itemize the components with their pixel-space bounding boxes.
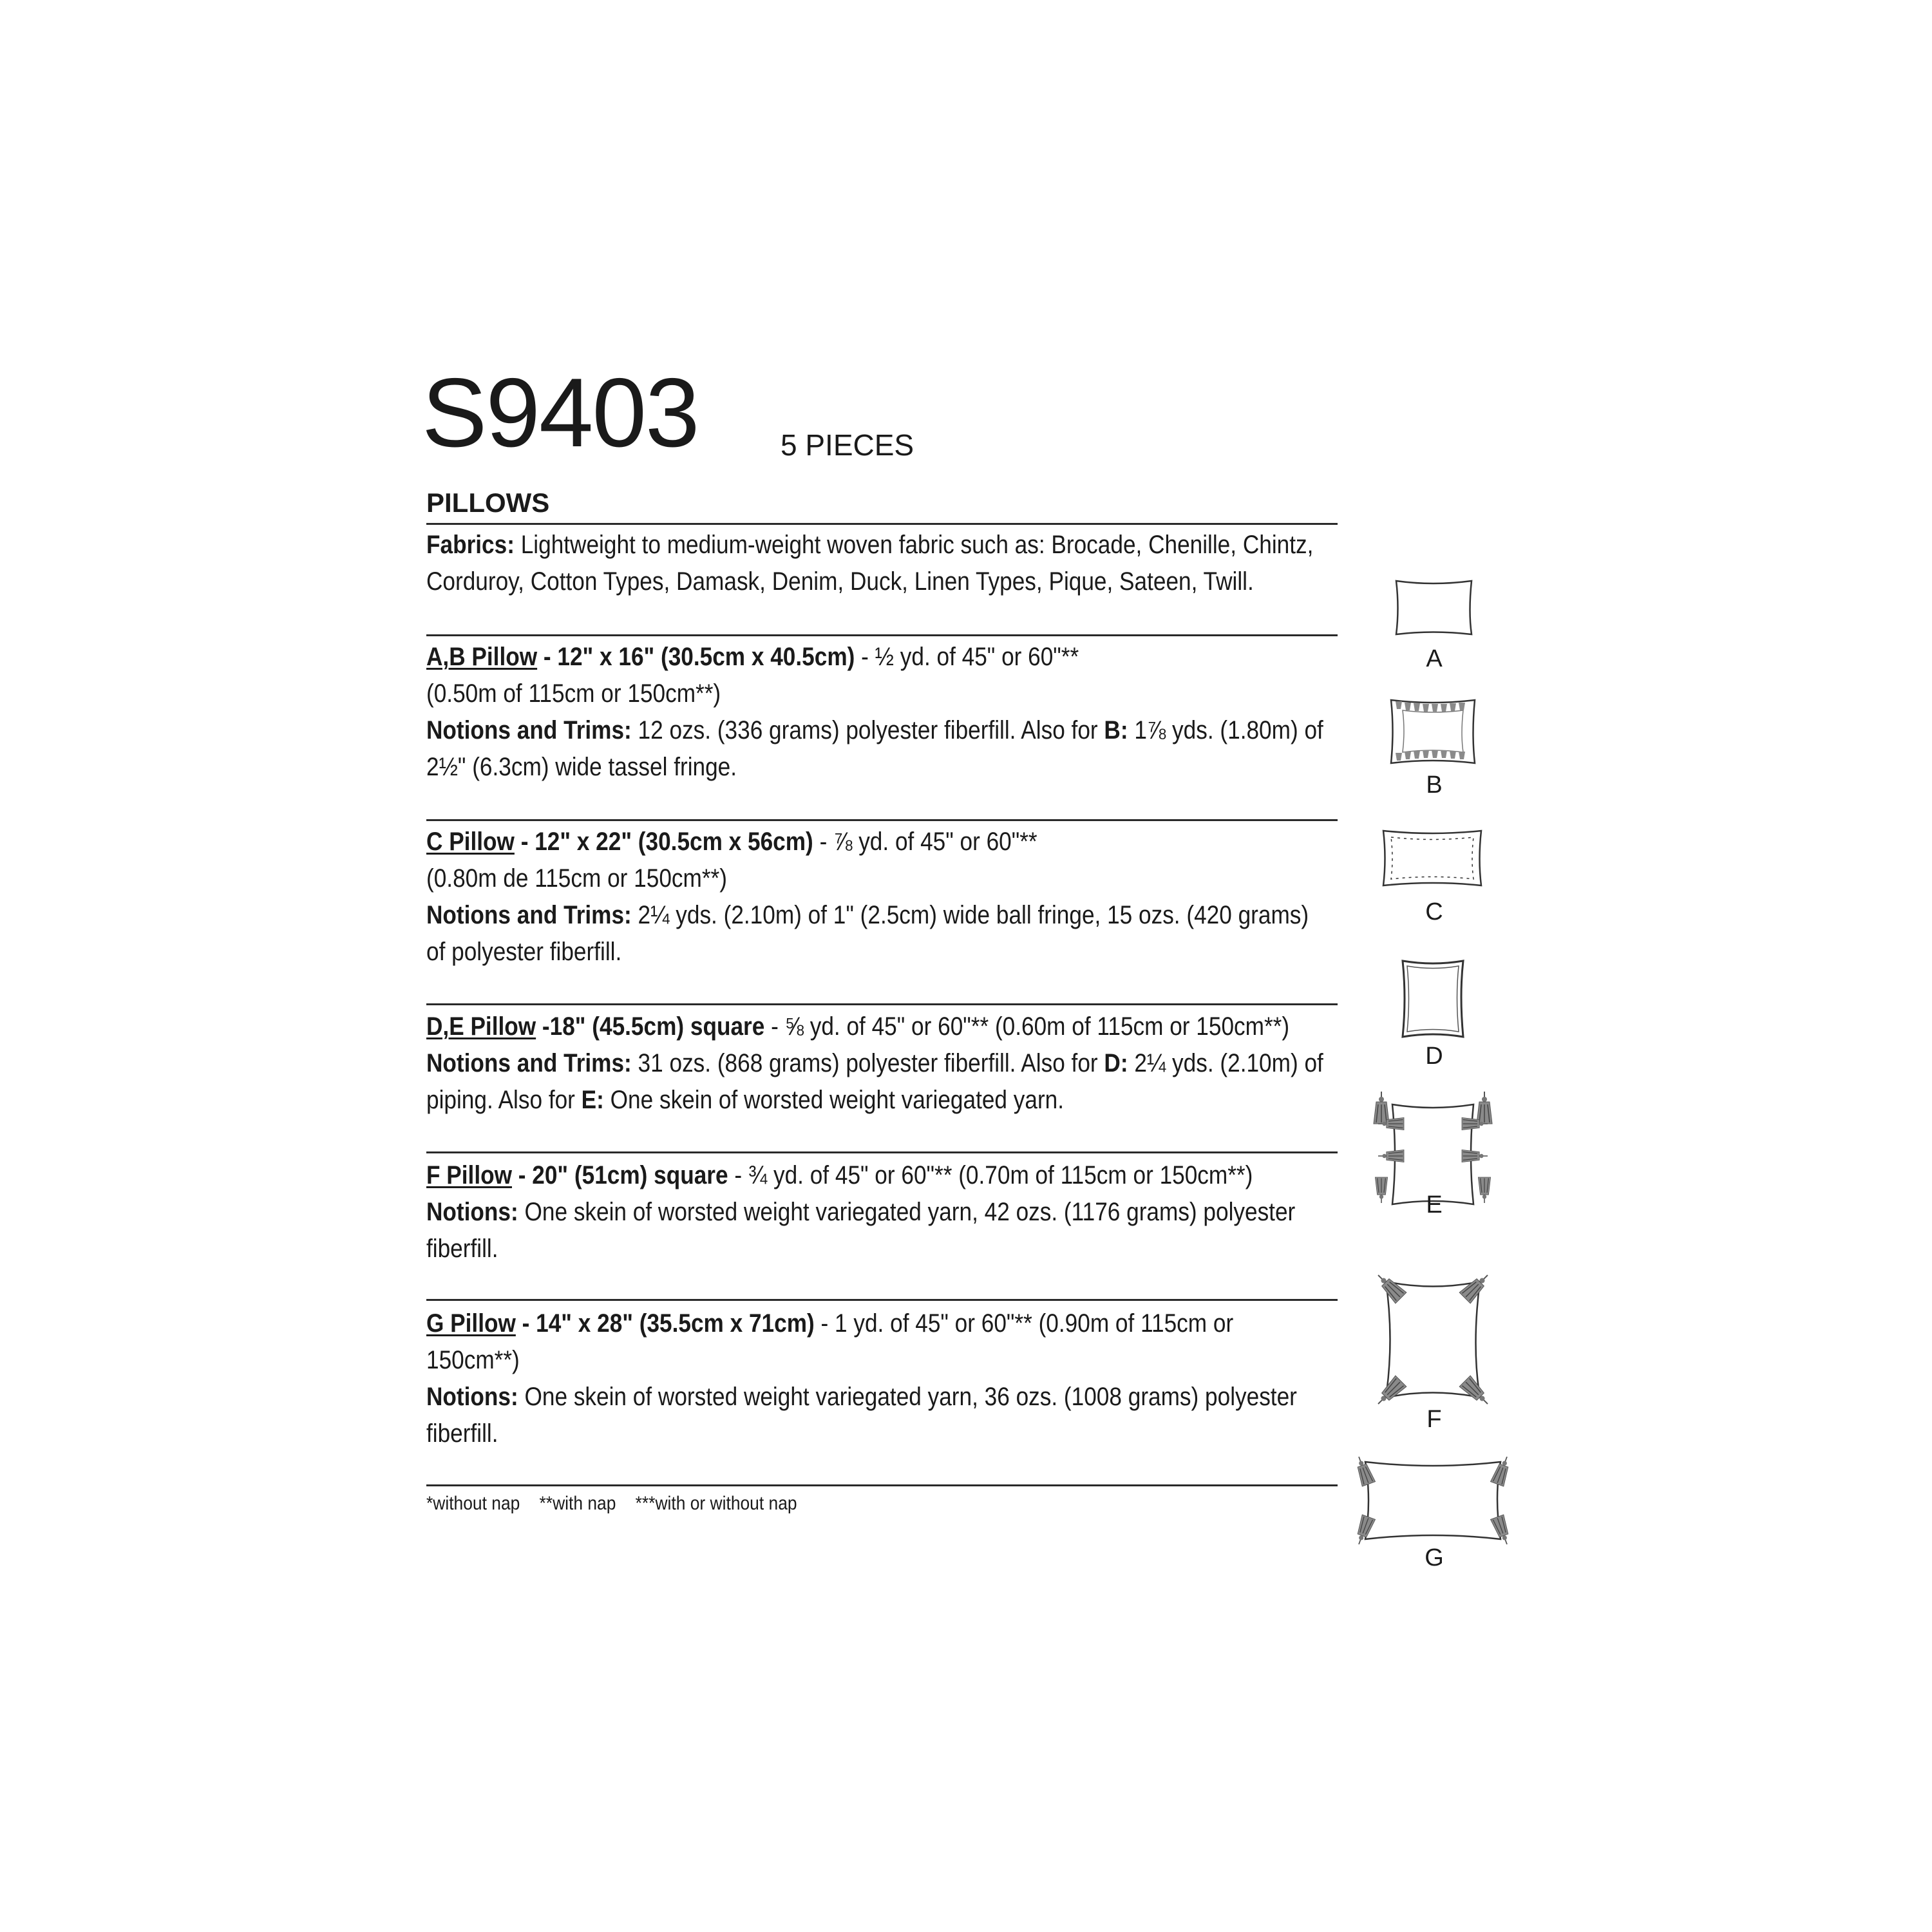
section-name: A,B Pillow bbox=[426, 643, 538, 671]
view-c-pillow bbox=[1383, 831, 1481, 886]
section-name: D,E Pillow bbox=[426, 1012, 536, 1041]
category-title: PILLOWS bbox=[426, 488, 550, 518]
section-size: - 12" x 16" (30.5cm x 40.5cm) bbox=[537, 643, 855, 671]
fabrics-text: Corduroy, Cotton Types, Damask, Denim, Duck, Linen Types, Pique, Sateen, Twill. bbox=[426, 567, 1254, 596]
section-metric: 150cm**) bbox=[426, 1346, 520, 1374]
view-label-a: A bbox=[1426, 645, 1443, 672]
view-e-pillow bbox=[1374, 1092, 1492, 1204]
view-ref: E: bbox=[581, 1086, 604, 1114]
view-b-pillow bbox=[1391, 700, 1475, 763]
view-ref: B: bbox=[1104, 716, 1128, 744]
notions-text: One skein of worsted weight variegated yarn, 36 ozs. (1008 grams) polyester bbox=[518, 1383, 1297, 1411]
notions-label: Notions and Trims: bbox=[426, 901, 632, 929]
notions-label: Notions: bbox=[426, 1383, 518, 1411]
view-label-g: G bbox=[1425, 1544, 1444, 1571]
footnote-with-or-without-nap: ***with or without nap bbox=[635, 1493, 797, 1514]
view-ref: D: bbox=[1104, 1049, 1128, 1077]
section-yardage: - ⅞ yd. of 45" or 60"** bbox=[813, 828, 1037, 856]
section-size: - 14" x 28" (35.5cm x 71cm) bbox=[515, 1309, 815, 1338]
section-yardage: - 1 yd. of 45" or 60"** (0.90m of 115cm or bbox=[814, 1309, 1234, 1338]
view-label-f: F bbox=[1426, 1406, 1442, 1433]
notions-text: 2¼ yds. (2.10m) of 1" (2.5cm) wide ball fringe, 15 ozs. (420 grams) bbox=[631, 901, 1309, 929]
view-f-pillow bbox=[1373, 1270, 1493, 1410]
notions-label: Notions and Trims: bbox=[426, 1049, 632, 1077]
notions-label: Notions and Trims: bbox=[426, 716, 632, 744]
section-size: - 12" x 22" (30.5cm x 56cm) bbox=[514, 828, 813, 856]
notions-text: One skein of worsted weight variegated yarn, 42 ozs. (1176 grams) polyester bbox=[518, 1198, 1296, 1226]
section-size: - 20" (51cm) square bbox=[511, 1161, 728, 1189]
view-d-pillow bbox=[1403, 961, 1463, 1037]
piece-count: 5 PIECES bbox=[781, 428, 914, 462]
section-yardage: - ¾ yd. of 45" or 60"** (0.70m of 115cm or 150cm**) bbox=[728, 1161, 1253, 1189]
view-label-c: C bbox=[1425, 898, 1443, 925]
section-yardage: - ⅝ yd. of 45" or 60"** (0.60m of 115cm or 150cm**) bbox=[764, 1012, 1290, 1041]
footnote-without-nap: *without nap bbox=[426, 1493, 520, 1514]
fabrics-text: Lightweight to medium-weight woven fabric such as: Brocade, Chenille, Chintz, bbox=[514, 531, 1314, 559]
notions-text: of polyester fiberfill. bbox=[426, 938, 622, 966]
section-name: C Pillow bbox=[426, 828, 515, 856]
notions-text: 2½" (6.3cm) wide tassel fringe. bbox=[426, 753, 737, 781]
view-label-e: E bbox=[1426, 1191, 1443, 1218]
view-g-pillow bbox=[1352, 1454, 1513, 1546]
notions-text: 1⅞ yds. (1.80m) of bbox=[1128, 716, 1323, 744]
footnote-with-nap: **with nap bbox=[539, 1493, 616, 1514]
section-metric: (0.50m of 115cm or 150cm**) bbox=[426, 679, 721, 708]
section-yardage: - ½ yd. of 45" or 60"** bbox=[855, 643, 1079, 671]
pattern-number: S9403 bbox=[422, 358, 699, 468]
notions-text: piping. Also for bbox=[426, 1086, 582, 1114]
section-name: F Pillow bbox=[426, 1161, 512, 1189]
notions-text: 12 ozs. (336 grams) polyester fiberfill. Also for bbox=[631, 716, 1104, 744]
view-a-pillow bbox=[1396, 581, 1472, 634]
notions-text: One skein of worsted weight variegated yarn. bbox=[603, 1086, 1065, 1114]
view-label-d: D bbox=[1425, 1043, 1443, 1070]
section-metric: (0.80m de 115cm or 150cm**) bbox=[426, 864, 727, 893]
notions-text: fiberfill. bbox=[426, 1419, 498, 1448]
section-name: G Pillow bbox=[426, 1309, 516, 1338]
notions-label: Notions: bbox=[426, 1198, 518, 1226]
fabrics-label: Fabrics: bbox=[426, 531, 515, 559]
notions-text: 2¼ yds. (2.10m) of bbox=[1128, 1049, 1323, 1077]
notions-text: fiberfill. bbox=[426, 1235, 498, 1263]
notions-text: 31 ozs. (868 grams) polyester fiberfill. Also for bbox=[631, 1049, 1104, 1077]
section-size: -18" (45.5cm) square bbox=[536, 1012, 765, 1041]
view-label-b: B bbox=[1426, 772, 1443, 799]
